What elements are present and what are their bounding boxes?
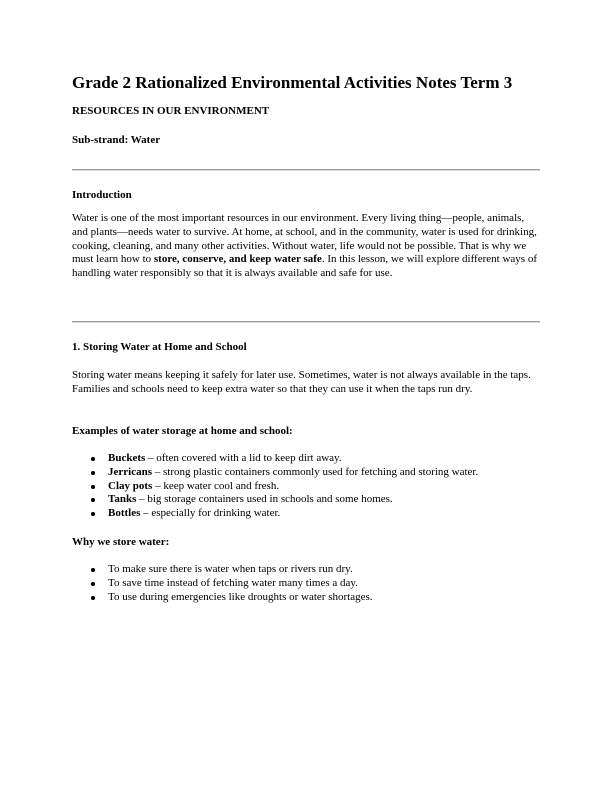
list-item xyxy=(72,591,540,605)
bullet-icon xyxy=(91,471,95,475)
bullet-icon xyxy=(91,485,95,489)
introduction-paragraph xyxy=(72,212,540,281)
introduction-bold-phrase: store, conserve, and keep water safe xyxy=(153,253,322,266)
list-item-text: To make sure there is water when taps or rivers run dry. xyxy=(108,563,353,575)
bullet-icon xyxy=(91,596,95,600)
document-title: Grade 2 Rationalized Environmental Activities Notes Term 3 xyxy=(72,73,513,92)
list-item xyxy=(72,563,540,577)
list-item xyxy=(72,452,540,466)
list-item-text: To save time instead of fetching water many times a day. xyxy=(108,576,358,589)
bullet-icon xyxy=(91,582,95,586)
list-item-description: – big storage containers used in schools and some homes. xyxy=(136,493,393,506)
list-item-description: – keep water cool and fresh. xyxy=(152,479,280,492)
list-item-description: – strong plastic containers commonly used for fetching and storing water. xyxy=(151,465,479,478)
strand-heading: RESOURCES IN OUR ENVIRONMENT xyxy=(72,105,270,117)
bullet-icon xyxy=(91,568,95,572)
list-item-term: Clay pots xyxy=(108,479,153,492)
list-item-term: Tanks xyxy=(108,493,137,506)
bullet-icon xyxy=(91,512,95,516)
introduction-text-end: . In this lesson, we will explore different ways of handling water responsibly so that it is always available and safe for use. xyxy=(72,253,537,280)
introduction-heading: Introduction xyxy=(72,189,132,201)
list-item-text: To use during emergencies like droughts or water shortages. xyxy=(108,590,373,603)
bullet-icon xyxy=(91,498,95,502)
substrand-heading: Sub-strand: Water xyxy=(72,134,161,146)
why-store-heading: Why we store water: xyxy=(72,536,170,548)
list-item-description: – often covered with a lid to keep dirt away. xyxy=(145,452,342,464)
reasons-list xyxy=(72,563,540,604)
list-item-term: Jerricans xyxy=(108,465,152,478)
storing-water-paragraph: Storing water means keeping it safely for later use. Sometimes, water is not always available in the taps. Families and schools need to keep extra water so that they can use it when the taps run dry. xyxy=(72,369,531,395)
list-item xyxy=(72,577,540,591)
examples-heading: Examples of water storage at home and school: xyxy=(72,425,293,437)
list-item xyxy=(72,493,540,507)
list-item-term: Bottles xyxy=(108,507,141,520)
list-item xyxy=(72,480,540,494)
list-item xyxy=(72,507,540,521)
storage-examples-list xyxy=(72,452,540,521)
list-item-description: – especially for drinking water. xyxy=(140,507,281,520)
list-item xyxy=(72,466,540,480)
horizontal-rule xyxy=(72,169,540,171)
list-item-term: Buckets xyxy=(108,452,146,464)
introduction-text-start: Water is one of the most important resources in our environment. Every living thing—people, animals, and plants—needs water to survive. At home, at school, and in the community, water is used for drinking, cooking, cleaning, and many other activities. Without water, life would not be possible. That is why we must learn how to xyxy=(72,212,537,266)
bullet-icon xyxy=(91,457,95,461)
horizontal-rule xyxy=(72,321,540,323)
section-heading-storing-water: 1. Storing Water at Home and School xyxy=(72,341,247,353)
